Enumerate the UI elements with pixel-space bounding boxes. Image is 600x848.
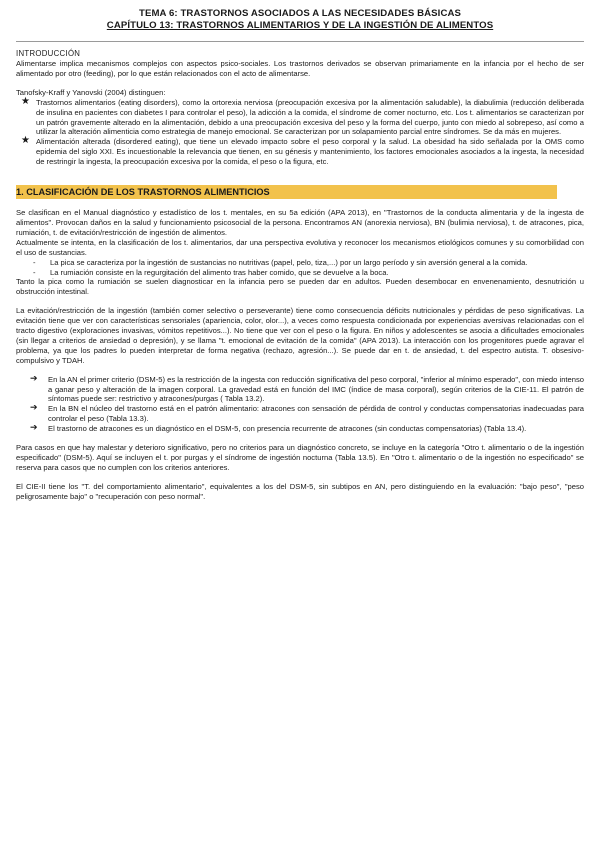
section-paragraph-5: Para casos en que hay malestar y deterioro significativo, pero no criterios para un diagnóstico concreto, se incluye en la categoría "Otro t. alimentario o de la ingestión especificado" (DSM-5). Aquí se incluyen el t. por purgas y el síndrome de ingestión nocturna (Tabla 13.5). En "Otro t. alimentario o de la ingestión no especificado" se reserva para casos que no cumplen con los criterios anteriores. bbox=[16, 443, 584, 472]
dash-marker: - bbox=[33, 257, 36, 267]
section-paragraph-6: El CIE-II tiene los "T. del comportamiento alimentario", equivalentes a los del DSM-5, sin subtipos en AN, pero distinguiendo en la evaluación: "bajo peso", "peso peligrosamente bajo" o "recuperación con peso normal". bbox=[16, 481, 584, 501]
chapter-title: CAPÍTULO 13: TRASTORNOS ALIMENTARIOS Y DE LA INGESTIÓN DE ALIMENTOS bbox=[106, 20, 494, 31]
list-item-text: Trastornos alimentarios (eating disorders), como la ortorexia nerviosa (preocupación excesiva por la alimentación saludable), la diabulimia (reducción deliberada de insulina en pacientes con diabetes I para controlar el peso), la adicción a la comida, el síndrome de comer nocturno, etc. Los t. alimentarios se caracterizan por un patrón gravemente alterado en la alimentación, debido a una preocupación excesiva del peso y la forma del cuerpo, junto con miedo al sobrepeso, así como a utilizar la alteración alimenticia como estrategia de manejo emocional. Se caracterizan por un solapamiento parcial entre síndromes. Se da más en mujeres. bbox=[36, 97, 584, 137]
list-item bbox=[21, 135, 584, 167]
list-item bbox=[21, 95, 584, 138]
topic-title: TEMA 6: TRASTORNOS ASOCIADOS A LAS NECESIDADES BÁSICAS bbox=[138, 8, 462, 19]
intro-heading: INTRODUCCIÓN bbox=[16, 49, 81, 58]
intro-section bbox=[16, 49, 584, 167]
section-heading: 1. CLASIFICACIÓN DE LOS TRASTORNOS ALIMENTICIOS bbox=[16, 185, 557, 199]
star-icon: ★ bbox=[21, 135, 30, 147]
section-paragraph-3: Tanto la pica como la rumiación se suelen diagnosticar en la infancia pero se pueden dar en adultos. Pueden desembocar en envenenamiento, desnutrición u obstrucción intestinal. bbox=[16, 277, 584, 297]
document-header bbox=[16, 8, 584, 32]
star-icon: ★ bbox=[21, 95, 30, 107]
list-item-text: Alimentación alterada (disordered eating), que tiene un elevado impacto sobre el peso corporal y la salud. La obesidad ha sido señalada por la OMS como epidemia del siglo XXI. Es incuestionable la relevancia que tienen, en su génesis y mantenimiento, los factores emocionales asociados a la ingesta, la necesidad de restringir la ingesta, la preocupación excesiva por la comida, el peso o la figura, etc. bbox=[36, 137, 584, 167]
authors-line: Tanofsky-Kraff y Yanovski (2004) distinguen: bbox=[16, 87, 166, 97]
arrow-right-icon: ➔ bbox=[30, 372, 38, 383]
arrow-list bbox=[16, 372, 584, 434]
intro-bullet-list bbox=[16, 95, 584, 167]
list-item-text: En la BN el núcleo del trastorno está en el patrón alimentario: atracones con sensación de pérdida de control y conductas compensatorias inadecuadas para controlar el peso (Tabla 13.3). bbox=[48, 404, 584, 424]
list-item-text: La rumiación consiste en la regurgitación del alimento tras haber comido, que se devuelve a la boca. bbox=[50, 267, 389, 277]
list-item-text: En la AN el primer criterio (DSM-5) es la restricción de la ingesta con reducción significativa del peso corporal, "inferior al mínimo esperado", con miedo intenso a ganar peso y alteración de la imagen corporal. La gravedad está en función del IMC (índice de masa corporal), según criterios de la CIE-11. El patrón de síntomas puede ser: restrictivo y atracones/purgas ( Tabla 13.2). bbox=[48, 374, 584, 404]
list-item bbox=[33, 257, 584, 268]
list-item bbox=[30, 402, 584, 424]
dash-list bbox=[16, 258, 584, 278]
list-item bbox=[30, 372, 584, 405]
list-item-text: La pica se caracteriza por la ingestión de sustancias no nutritivas (papel, pelo, tiza,...) por un largo período y sin aversión general a la comida. bbox=[50, 257, 528, 267]
list-item bbox=[33, 267, 584, 278]
classification-section bbox=[16, 208, 584, 502]
arrow-right-icon: ➔ bbox=[30, 402, 38, 413]
intro-paragraph: Alimentarse implica mecanismos complejos con aspectos psico-sociales. Los trastornos derivados se observan primariamente en la infancia por el hecho de ser alimentado por otro (feeding), por lo que están relacionados con el acto de alimentarse. bbox=[16, 59, 584, 78]
header-divider bbox=[16, 41, 584, 42]
dash-marker: - bbox=[33, 267, 36, 277]
arrow-right-icon: ➔ bbox=[30, 422, 38, 433]
list-item bbox=[30, 422, 584, 434]
section-paragraph-4: La evitación/restricción de la ingestión (también comer selectivo o perseverante) tiene como consecuencia déficits nutricionales y pérdidas de peso significativas. La evitación tiene que ver con características sensoriales (apariencia, color, olor...), a veces como respuesta condicionada por experiencias aversivas relacionadas con el tracto digestivo (exploraciones invasivas, vómitos repetitivos...). No tiene que ver con el peso o la figura. En niños y adolescentes se asocia a dificultades emocionales (sin llegar a criterios de ansiedad o depresión), y se llama "t. emocional de evitación de la comida" (APA 2013). La interacción con los progenitores puede agravar el problema, ya que los padres lo pueden interpretar de forma negativa (rechazo, agresión...). Se puede dar en t. de ansiedad, t. del espectro autista. T. obsesivo-compulsivo y TDAH. bbox=[16, 306, 584, 365]
section-paragraph-2: Actualmente se intenta, en la clasificación de los t. alimentarios, dar una perspectiva evolutiva y reconocer los mecanismos etiológicos comunes y su comorbilidad con el uso de sustancias. bbox=[16, 237, 584, 257]
list-item-text: El trastorno de atracones es un diagnóstico en el DSM-5, con presencia recurrente de atracones (sin conductas compensatorias) (Tabla 13.4). bbox=[48, 424, 527, 434]
section-paragraph-1: Se clasifican en el Manual diagnóstico y estadístico de los t. mentales, en su 5a edición (APA 2013), en "Trastornos de la conducta alimentaria y de la ingesta de alimentos". Provocan daños en la salud y funcionamiento psicosocial de la persona. Encontramos AN (anorexia nerviosa), BN (bulimia nerviosa), t. de atracones, pica, rumiación, t. de evitación/restricción de ingestión de alimentos. bbox=[16, 208, 584, 237]
